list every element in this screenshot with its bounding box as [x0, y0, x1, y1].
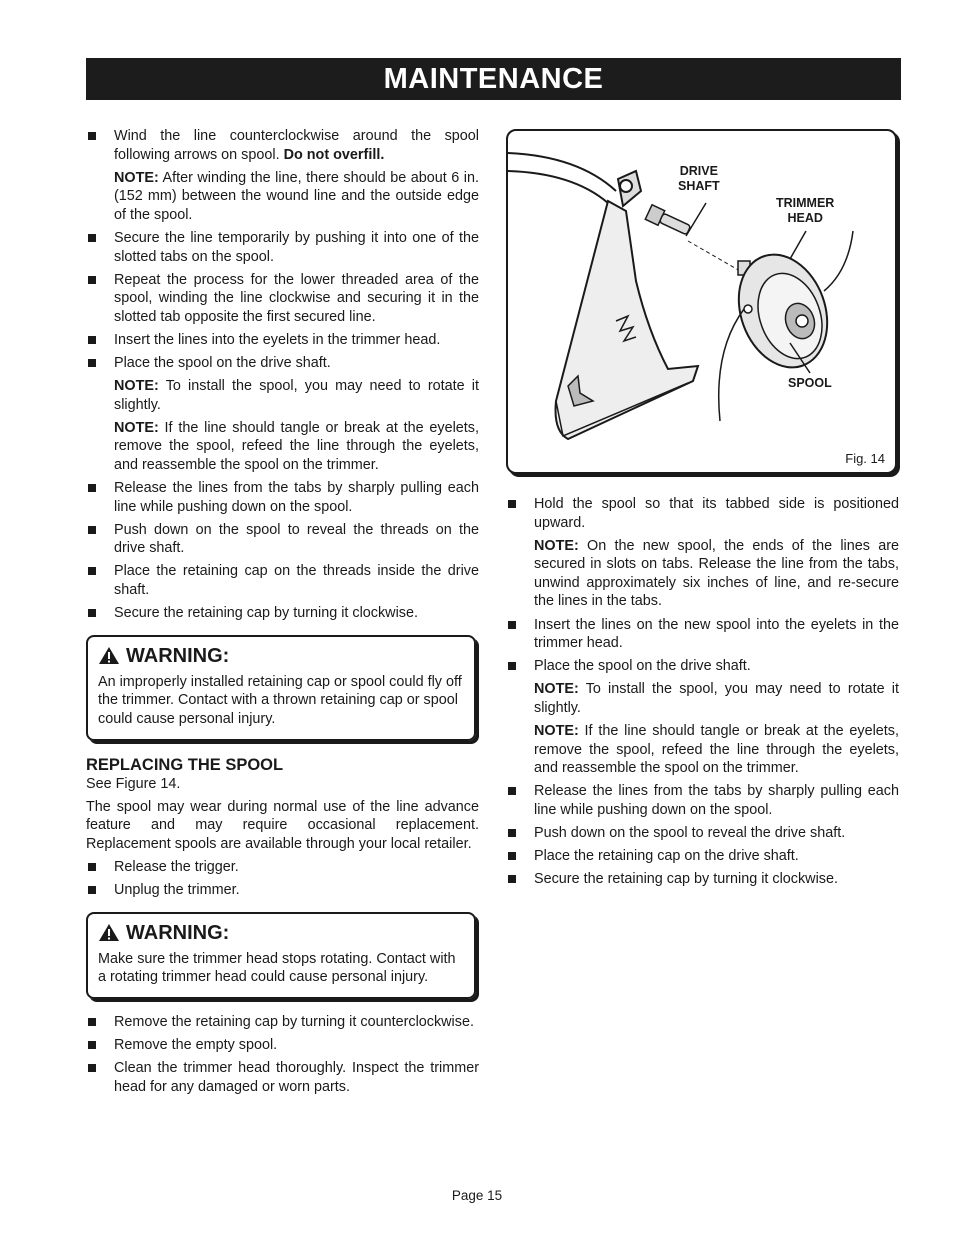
- list-item: Release the lines from the tabs by sharply pulling each line while pushing down on the spool.: [86, 479, 479, 516]
- list-item: Insert the lines into the eyelets in the trimmer head.: [86, 331, 479, 350]
- page-title: MAINTENANCE: [86, 58, 901, 100]
- list-item: Clean the trimmer head thoroughly. Inspect the trimmer head for any damaged or worn parts.: [86, 1059, 479, 1096]
- list-item: Place the retaining cap on the threads inside the drive shaft.: [86, 562, 479, 599]
- list-item: Secure the retaining cap by turning it clockwise.: [86, 604, 479, 623]
- note: NOTE: If the line should tangle or break at the eyelets, remove the spool, refeed the line through the eyelets, and reassemble the spool on the trimmer.: [534, 723, 899, 777]
- warning-triangle-icon: [98, 646, 120, 665]
- note: NOTE: If the line should tangle or break at the eyelets, remove the spool, refeed the line through the eyelets, and reassemble the spool on the trimmer.: [114, 419, 479, 473]
- list-item: Remove the retaining cap by turning it counterclockwise.: [86, 1013, 479, 1032]
- list-item: Remove the empty spool.: [86, 1036, 479, 1055]
- note: NOTE: After winding the line, there should be about 6 in. (152 mm) between the wound line and the outside edge of the spool.: [114, 169, 479, 223]
- warning-box: [86, 635, 476, 741]
- section-title: REPLACING THE SPOOL: [86, 755, 284, 774]
- list-item: Unplug the trimmer.: [86, 881, 479, 900]
- warning-text: An improperly installed retaining cap or spool could fly off the trimmer. Contact with a thrown retaining cap or spool could cause personal injury.: [98, 673, 462, 727]
- note: NOTE: To install the spool, you may need to rotate it slightly.: [114, 378, 479, 413]
- section-intro: The spool may wear during normal use of the line advance feature and may require occasional replacement. Replacement spools are available through your local retailer.: [86, 798, 479, 852]
- note: NOTE: On the new spool, the ends of the lines are secured in slots on tabs. Release the line from the tabs, unwind approximately six inches of line, and re-secure the lines in the tabs.: [534, 537, 899, 610]
- list-item: Hold the spool so that its tabbed side is positioned upward.: [506, 495, 899, 532]
- list-item: Wind the line counterclockwise around the spool following arrows on spool. Do not overfill.: [86, 127, 479, 164]
- list-item: Secure the retaining cap by turning it clockwise.: [506, 870, 899, 889]
- list-item: Place the spool on the drive shaft.: [86, 354, 479, 373]
- right-column: [506, 495, 899, 893]
- warning-triangle-icon: [98, 923, 120, 942]
- list-item: Insert the lines on the new spool into the eyelets in the trimmer head.: [506, 616, 899, 653]
- list-item: Place the retaining cap on the drive shaft.: [506, 847, 899, 866]
- list-item: Push down on the spool to reveal the threads on the drive shaft.: [86, 521, 479, 558]
- list-item: Place the spool on the drive shaft.: [506, 657, 899, 676]
- note: NOTE: To install the spool, you may need to rotate it slightly.: [534, 681, 899, 716]
- label-drive-shaft: DRIVE SHAFT: [678, 164, 720, 193]
- see-figure: See Figure 14.: [86, 775, 181, 792]
- warning-text: Make sure the trimmer head stops rotating. Contact with a rotating trimmer head could cause personal injury.: [98, 950, 456, 986]
- list-item: Release the trigger.: [86, 858, 479, 877]
- list-item: Secure the line temporarily by pushing it into one of the slotted tabs on the spool.: [86, 229, 479, 266]
- warning-heading: WARNING:: [98, 644, 464, 668]
- warning-heading: WARNING:: [98, 921, 464, 945]
- list-item: Release the lines from the tabs by sharply pulling each line while pushing down on the spool.: [506, 782, 899, 819]
- list-item: Push down on the spool to reveal the drive shaft.: [506, 824, 899, 843]
- figure-caption: Fig. 14: [845, 451, 885, 466]
- list-item: Repeat the process for the lower threaded area of the spool, winding the line clockwise and securing it in the slotted tab opposite the first secured line.: [86, 271, 479, 327]
- page-number: Page 15: [451, 1188, 503, 1203]
- figure-14: [506, 129, 897, 474]
- warning-box: [86, 912, 476, 999]
- label-trimmer-head: TRIMMER HEAD: [776, 196, 835, 225]
- left-column: [86, 127, 479, 1101]
- label-spool: SPOOL: [788, 376, 832, 390]
